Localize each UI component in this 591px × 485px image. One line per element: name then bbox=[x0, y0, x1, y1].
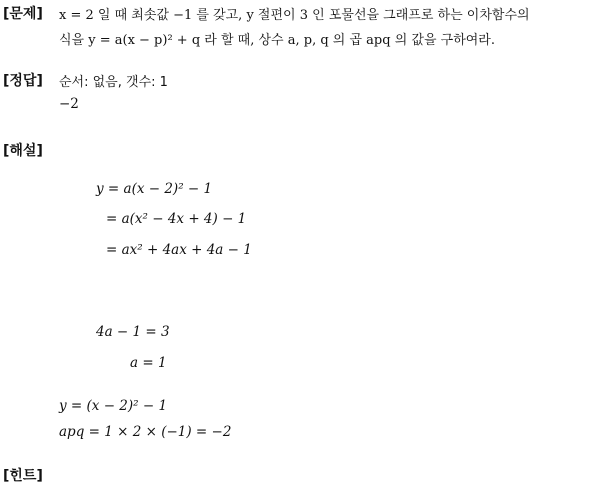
solution-eq-3: = ax² + 4ax + 4a − 1 bbox=[106, 242, 252, 258]
hint-tag: [힌트] bbox=[3, 468, 43, 484]
solution-eq-5: a = 1 bbox=[130, 355, 167, 371]
answer-value: −2 bbox=[59, 96, 79, 112]
solution-eq-1: y = a(x − 2)² − 1 bbox=[96, 181, 213, 197]
problem-tag: [문제] bbox=[3, 6, 43, 22]
solution-eq-7: apq = 1 × 2 × (−1) = −2 bbox=[59, 424, 232, 440]
problem-line-2: 식을 y = a(x − p)² + q 라 할 때, 상수 a, p, q 의 곱 apq 의 값을 구하여라. bbox=[59, 33, 495, 48]
solution-eq-6: y = (x − 2)² − 1 bbox=[59, 398, 168, 414]
answer-tag: [정답] bbox=[3, 73, 43, 89]
solution-eq-2: = a(x² − 4x + 4) − 1 bbox=[106, 211, 247, 227]
problem-line-1: x = 2 일 때 최솟값 −1 를 갖고, y 절편이 3 인 포물선을 그래프로 하는 이차함수의 bbox=[59, 8, 530, 23]
answer-info: 순서: 없음, 갯수: 1 bbox=[59, 75, 168, 90]
solution-tag: [해설] bbox=[3, 143, 43, 159]
solution-eq-4: 4a − 1 = 3 bbox=[96, 324, 170, 340]
